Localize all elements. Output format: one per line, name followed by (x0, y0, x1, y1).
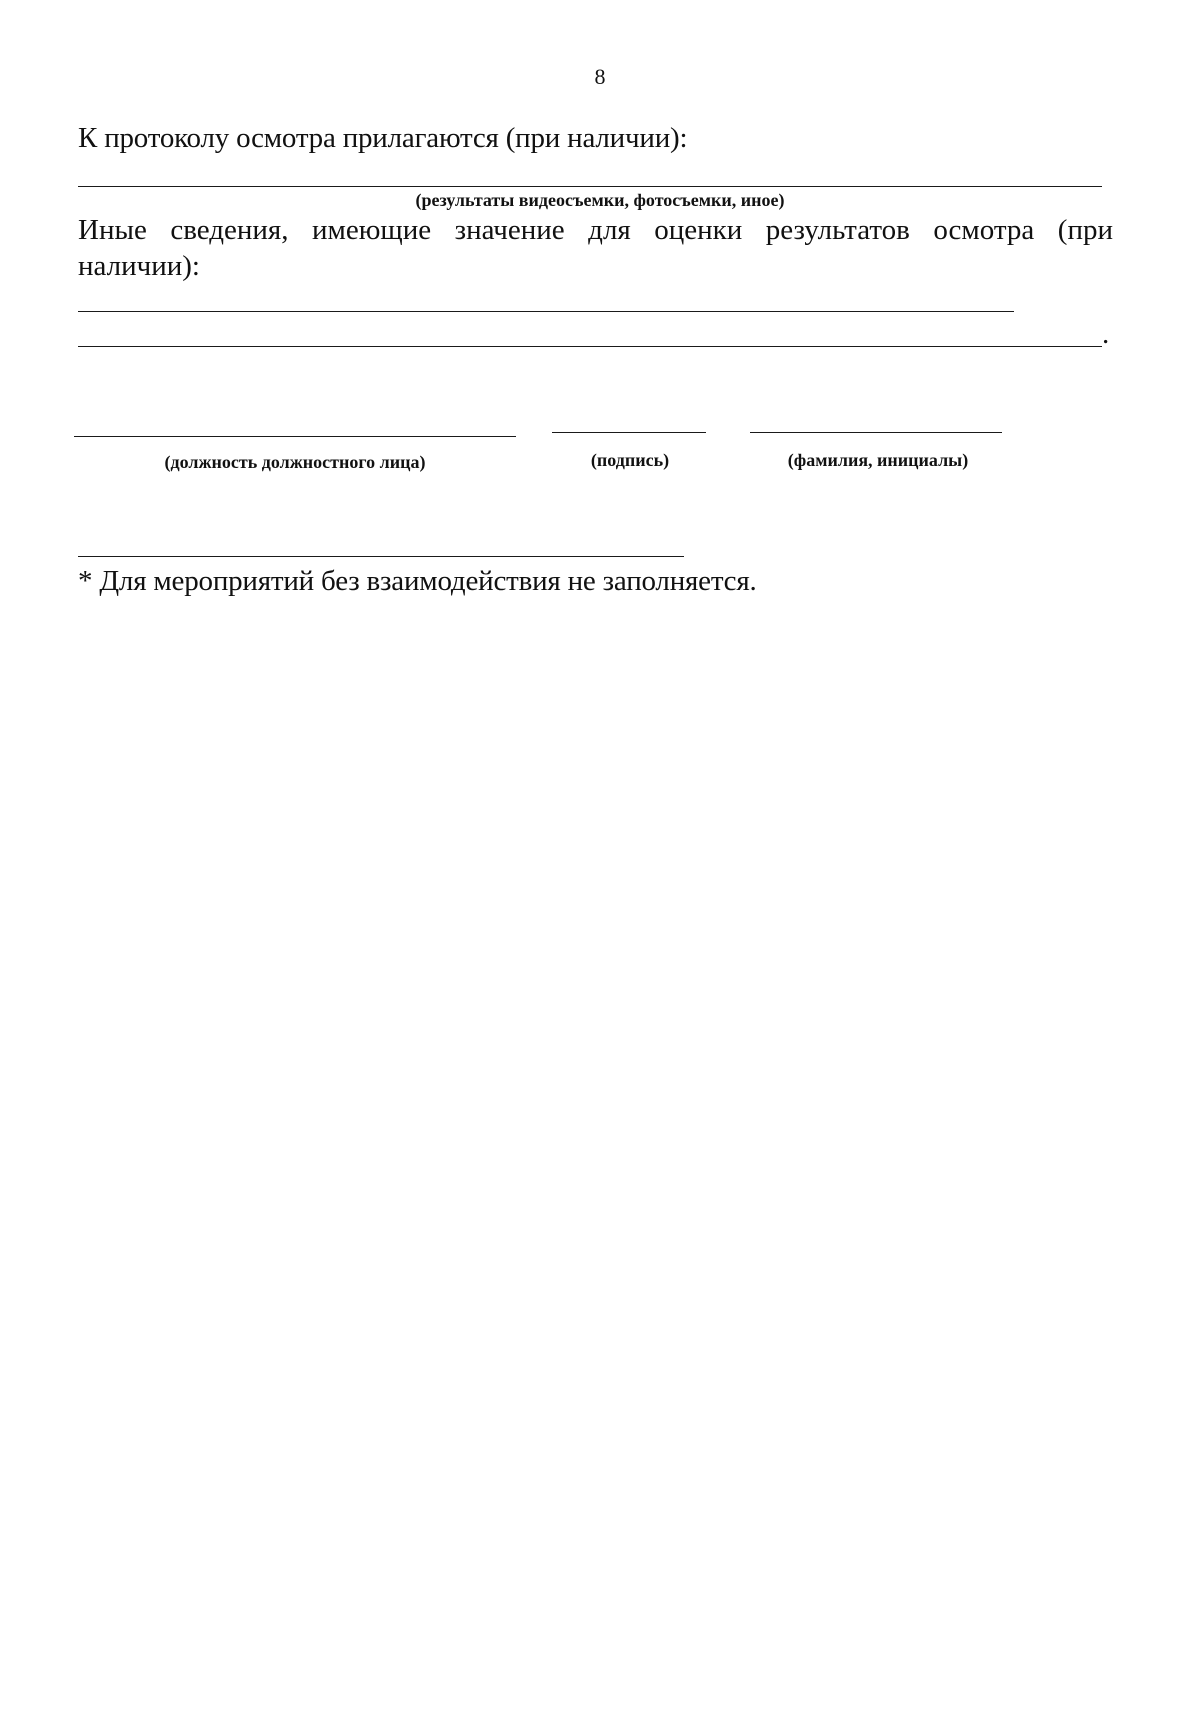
other-info-line-2: наличии): (78, 250, 200, 282)
other-info-fill-line-1 (78, 311, 1014, 312)
attachments-caption: (результаты видеосъемки, фотосъемки, иное) (415, 190, 785, 210)
attachments-title: К протоколу осмотра прилагаются (при наличии): (78, 122, 688, 154)
signature-caption: (подпись) (590, 450, 670, 470)
page-number: 8 (594, 64, 606, 89)
footnote: * Для мероприятий без взаимодействия не заполняется. (78, 565, 757, 597)
other-info-text (78, 212, 1113, 284)
name-signature-line (750, 432, 1002, 433)
signature-line (552, 432, 706, 433)
other-info-period: . (1102, 318, 1110, 350)
position-signature-line (74, 436, 516, 437)
footnote-separator (78, 556, 684, 557)
other-info-line-1: Иные сведения, имеющие значение для оценки результатов осмотра (при (78, 214, 1113, 246)
position-caption: (должность должностного лица) (164, 452, 426, 472)
attachments-fill-line (78, 186, 1102, 187)
other-info-fill-line-2 (78, 346, 1102, 347)
name-caption: (фамилия, инициалы) (787, 450, 969, 470)
